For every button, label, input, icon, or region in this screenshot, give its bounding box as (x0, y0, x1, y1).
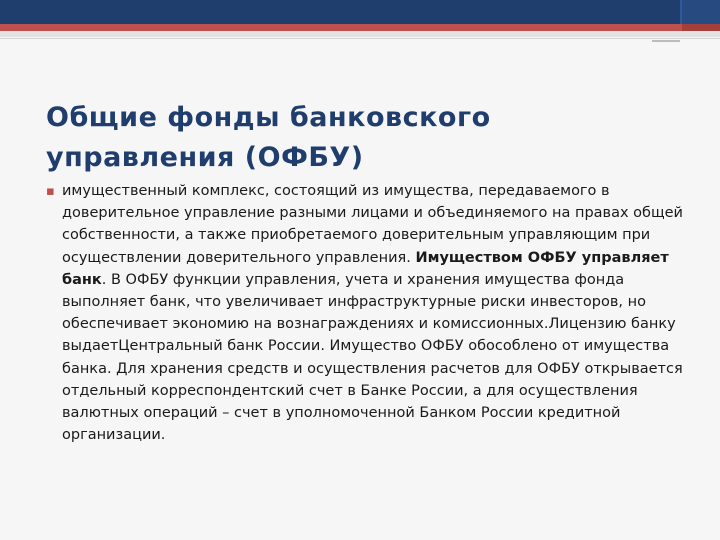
slide-body (46, 180, 686, 446)
bullet-icon: ▪ (46, 184, 55, 199)
accent-band-corner (682, 24, 720, 31)
slide-title: Общие фонды банковского управления (ОФБУ) (46, 102, 491, 173)
bullet-text-part1: имущественный комплекс, состоящий из имущества, передаваемого в доверительное управление разными лицами и объединяемого на правах общей собственности, а также приобретаемого доверительным управляющим при осуществлении доверительного управления. (62, 183, 683, 266)
accent-band (0, 24, 720, 31)
bullet-text-part2: . В ОФБУ функции управления, учета и хранения имущества фонда выполняет банк, что увеличивает инфраструктурные риски инвесторов, но обеспечивает экономию на вознаграждениях и комиссионных.Лицензию банку выдаетЦентральный банк России. Имущество ОФБУ обособлено от имущества банка. Для хранения средств и осуществления расчетов для ОФБУ открывается отдельный корреспондентский счет в Банке России, а для осуществления валютных операций – счет в уполномоченной Банком России кредитной организации. (62, 271, 683, 444)
header-band (0, 0, 720, 24)
separator-band (0, 31, 720, 37)
bullet-item (46, 180, 686, 446)
header-band-corner (680, 0, 720, 24)
decorative-tick (652, 40, 680, 42)
bullet-text (62, 180, 686, 446)
separator-line (0, 38, 720, 39)
bullet-text-bold: Имуществом ОФБУ управляет банк (62, 249, 669, 288)
